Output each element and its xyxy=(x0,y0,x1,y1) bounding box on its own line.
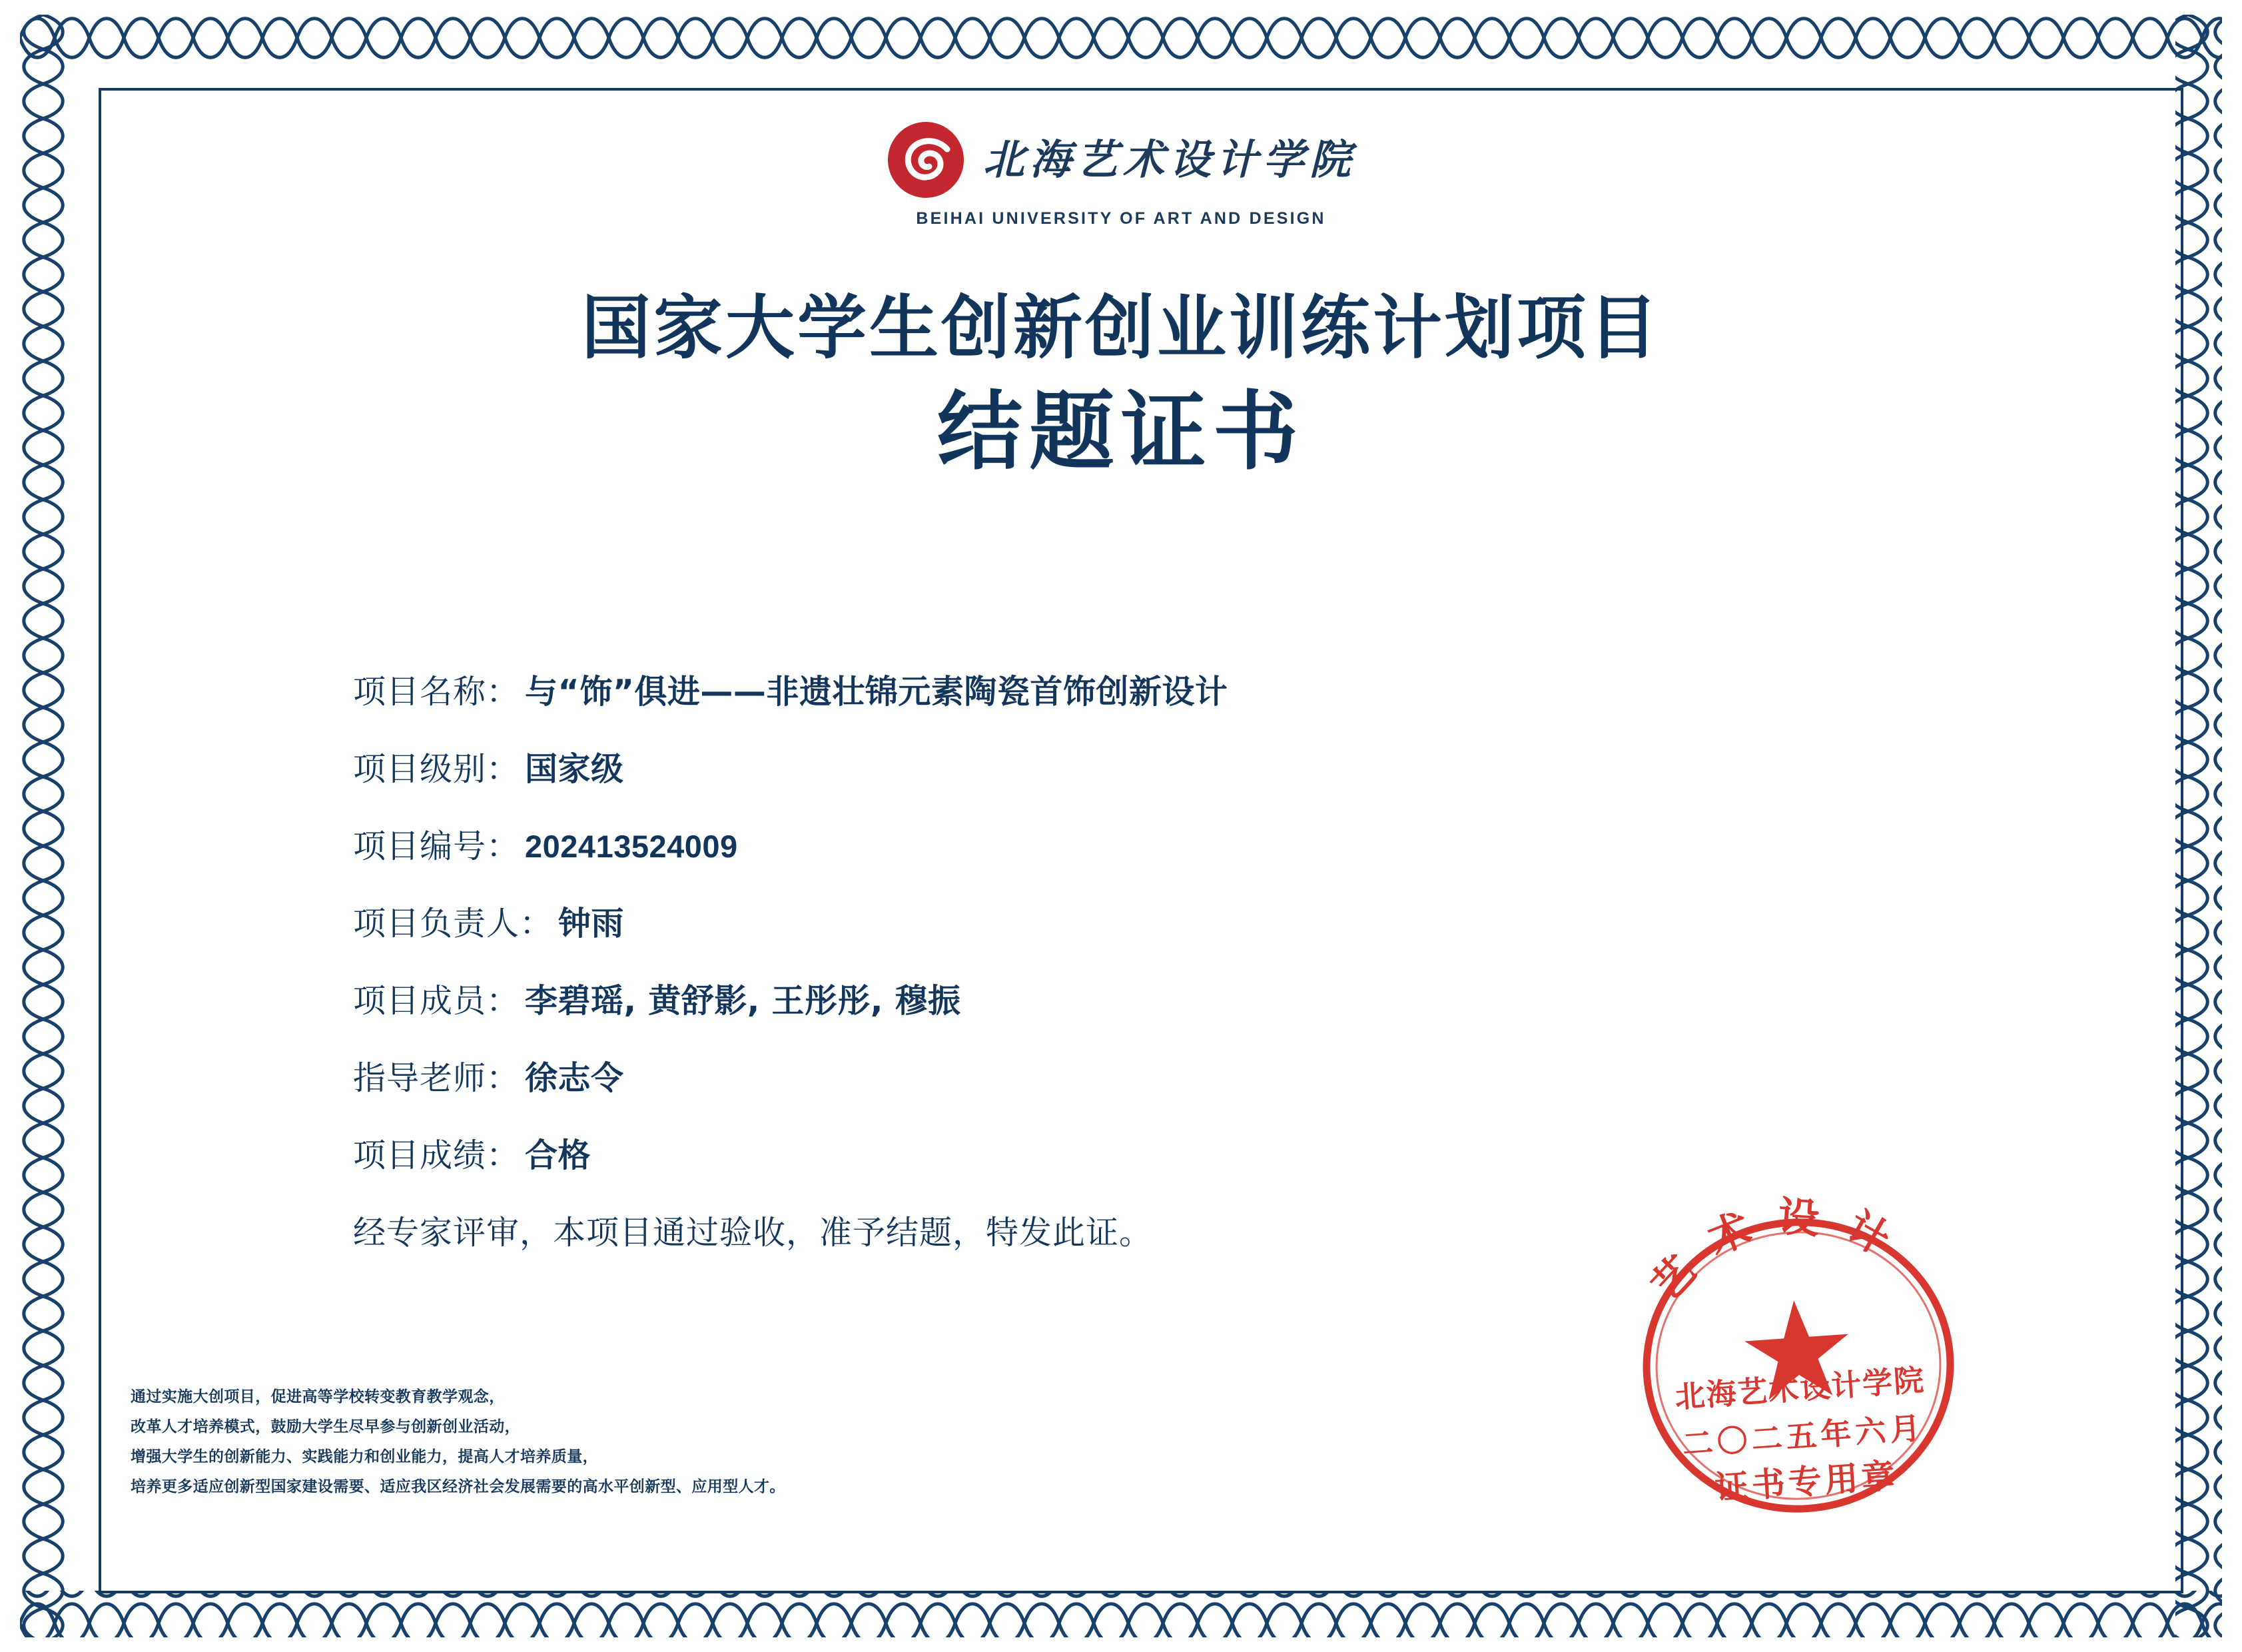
footnote-line: 增强大学生的创新能力、实践能力和创业能力，提高人才培养质量， xyxy=(131,1447,598,1465)
approval-statement: 经专家评审，本项目通过验收，准予结题，特发此证。 xyxy=(353,1214,1153,1252)
title-line-2: 结题证书 xyxy=(936,381,1305,482)
field-label: 项目级别： xyxy=(353,750,520,788)
field-supervisor xyxy=(353,1052,1952,1099)
seal-center-line-1: 北海艺术设计学院 xyxy=(1674,1362,1926,1415)
field-value: 国家级 xyxy=(525,750,624,788)
swirl-logo-icon xyxy=(886,120,966,200)
field-value: 李碧瑶, 黄舒影, 王彤彤, 穆振 xyxy=(525,982,961,1020)
field-project-number xyxy=(353,821,1952,867)
official-seal xyxy=(1579,1165,2018,1566)
institution-logo-block xyxy=(0,120,2242,228)
field-label: 项目编号： xyxy=(353,827,520,865)
field-label: 指导老师： xyxy=(353,1059,520,1097)
title-line-1: 国家大学生创新创业训练计划项目 xyxy=(581,286,1661,368)
field-value: 202413524009 xyxy=(525,829,738,864)
field-label: 项目成员： xyxy=(353,982,520,1020)
field-label: 项目成绩： xyxy=(353,1136,520,1174)
seal-center-line-2: 二〇二五年六月 xyxy=(1681,1410,1926,1463)
field-value: 与“饰”俱进——非遗壮锦元素陶瓷首饰创新设计 xyxy=(525,673,1228,711)
footnote-line: 通过实施大创项目，促进高等学校转变教育教学观念， xyxy=(131,1388,505,1406)
institution-name-en: BEIHAI UNIVERSITY OF ART AND DESIGN xyxy=(916,209,1326,228)
field-value: 钟雨 xyxy=(558,905,625,943)
certificate-title-block xyxy=(0,286,2242,482)
svg-text:艺术设计 xyxy=(1637,1182,1924,1312)
field-project-name xyxy=(353,666,1952,713)
field-project-leader xyxy=(353,898,1952,945)
footnote-block xyxy=(131,1382,1063,1501)
institution-name-cn: 北海艺术设计学院 xyxy=(982,135,1356,184)
field-value: 徐志令 xyxy=(525,1059,624,1097)
official-seal-svg xyxy=(1579,1165,2018,1566)
seal-arc-text: 艺术设计 xyxy=(1641,1192,1920,1310)
field-project-level xyxy=(353,743,1952,790)
project-details-list xyxy=(353,666,1952,1254)
seal-bottom-text: 证书专用章 xyxy=(1713,1455,1900,1508)
field-project-members xyxy=(353,975,1952,1022)
field-label: 项目负责人： xyxy=(353,905,554,943)
field-label: 项目名称： xyxy=(353,673,520,711)
footnote-line: 培养更多适应创新型国家建设需要、适应我区经济社会发展需要的高水平创新型、应用型人才。 xyxy=(131,1477,785,1495)
field-project-result xyxy=(353,1130,1952,1176)
footnote-line: 改革人才培养模式，鼓励大学生尽早参与创新创业活动， xyxy=(131,1418,520,1436)
field-value: 合格 xyxy=(525,1136,591,1174)
logo-row xyxy=(886,120,1356,200)
